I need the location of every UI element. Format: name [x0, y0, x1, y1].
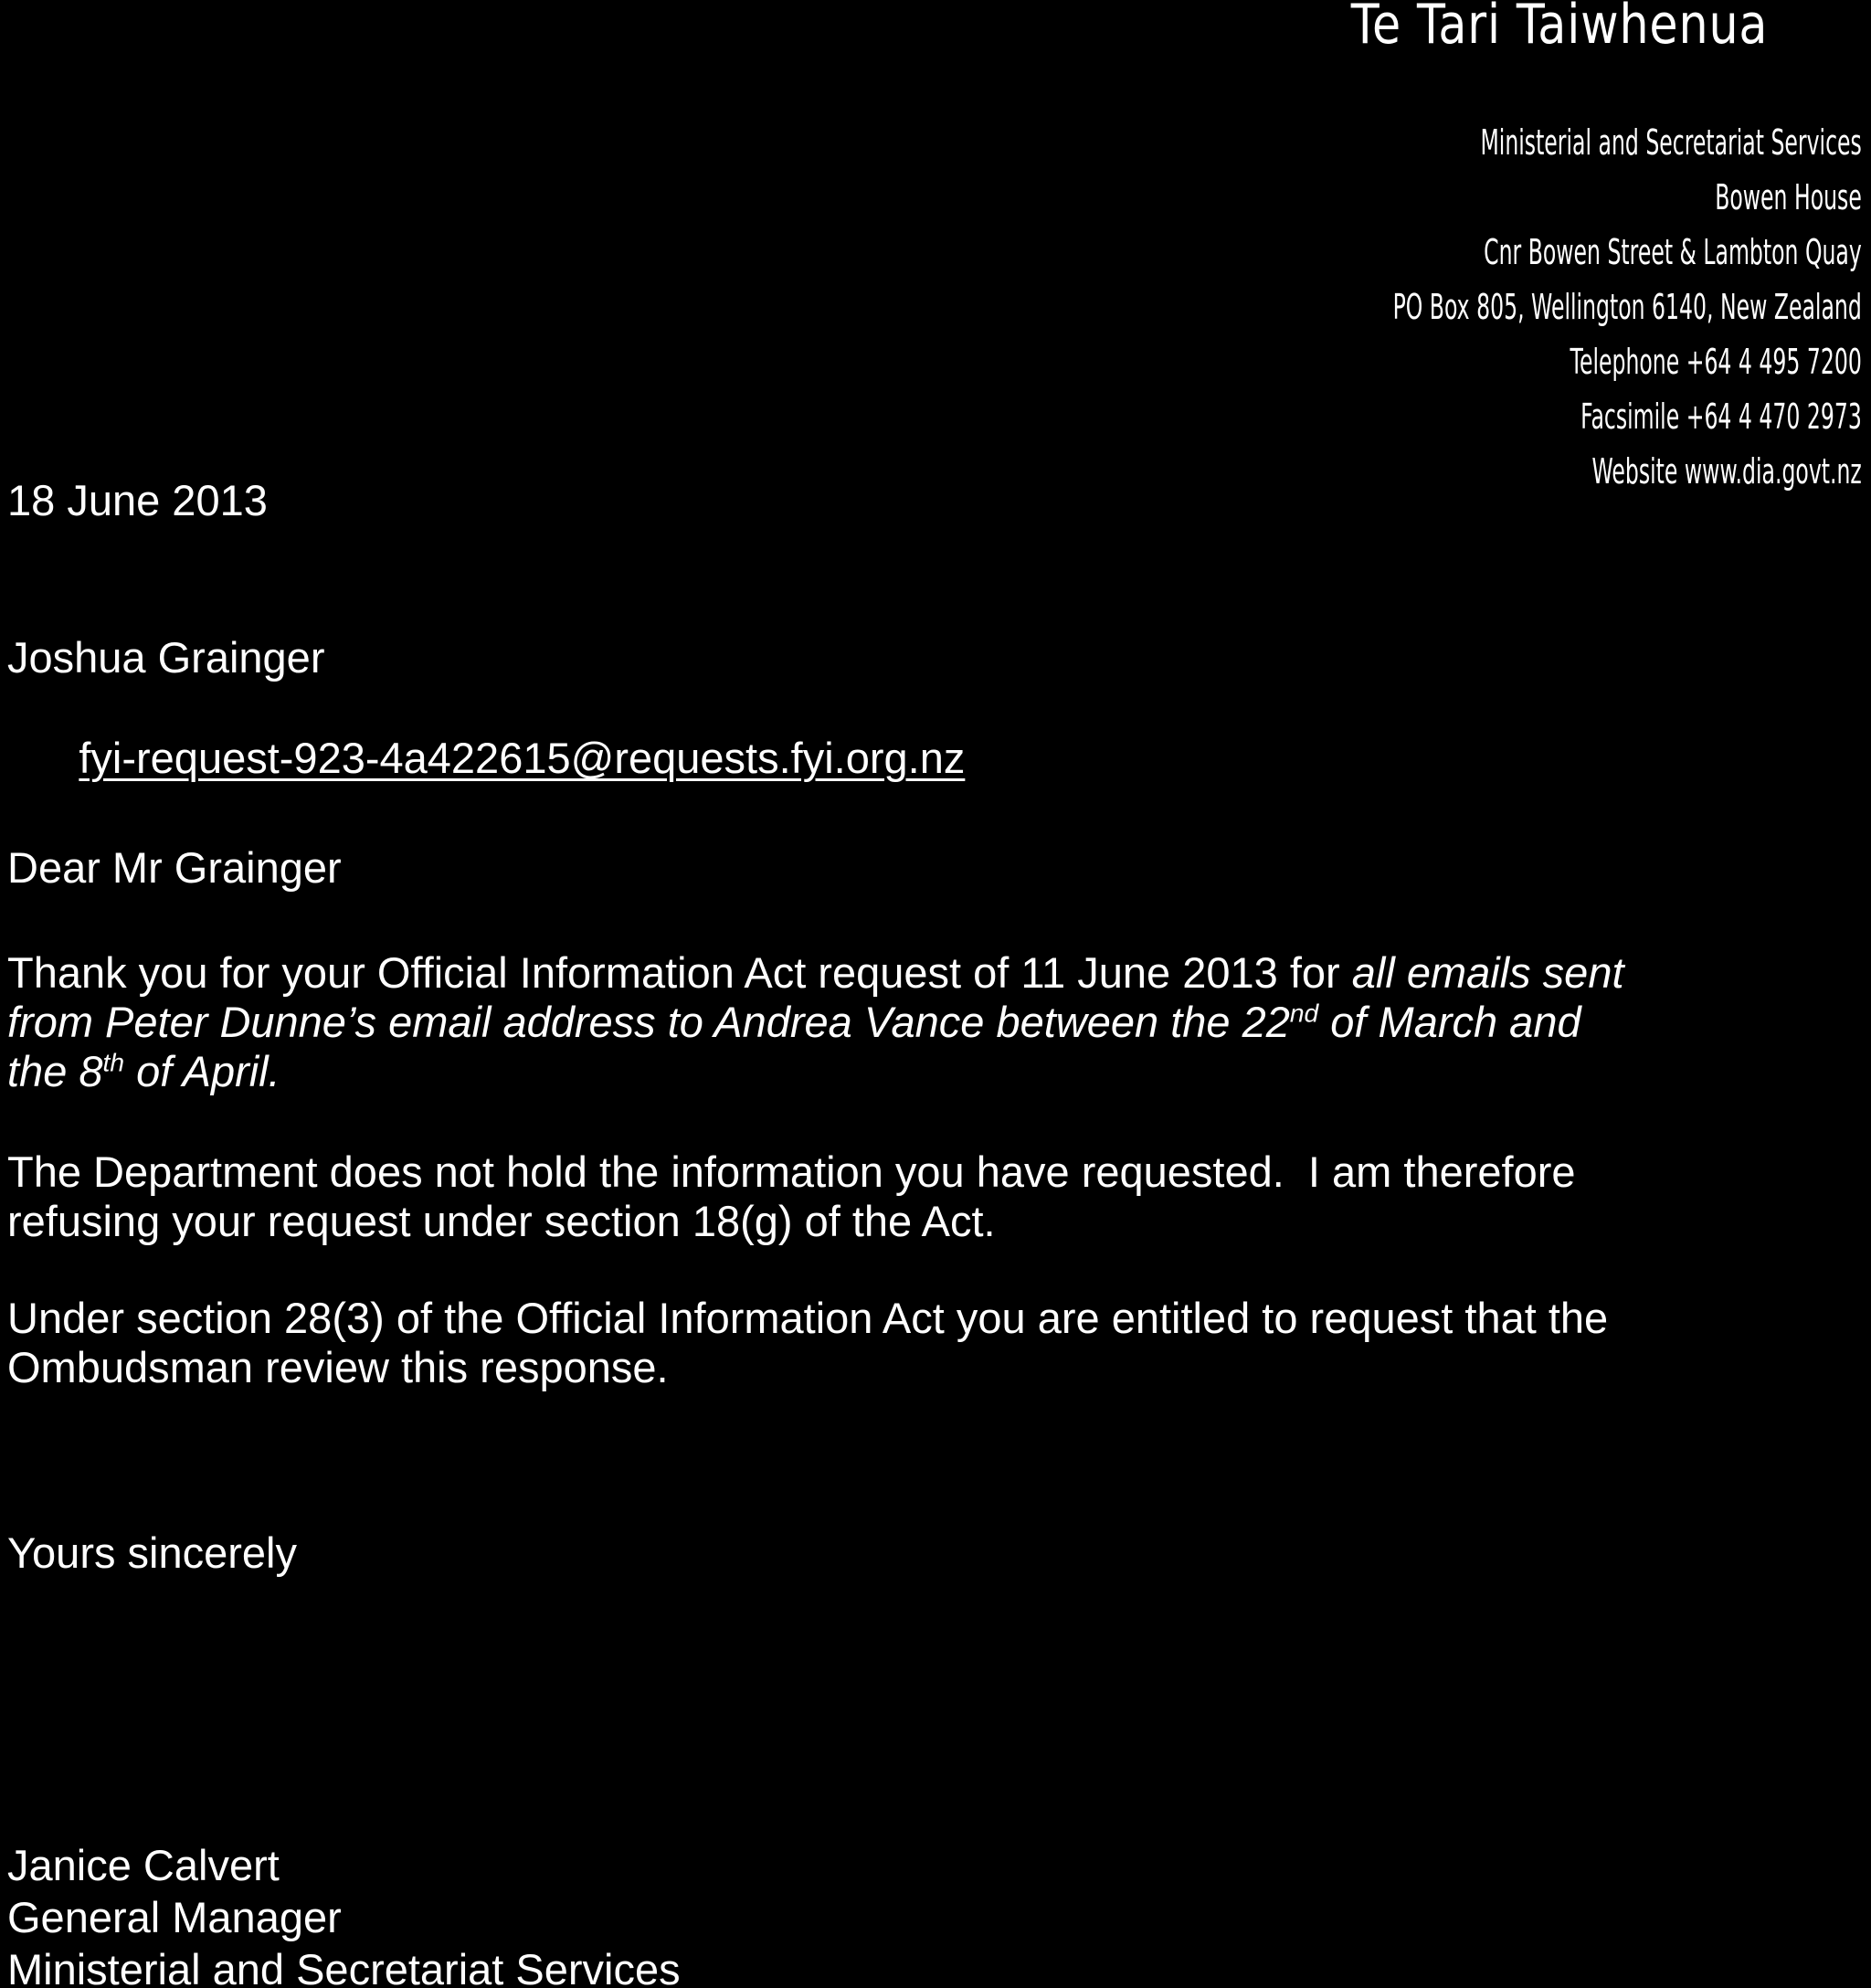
date-text: 18 June 2013 — [7, 476, 268, 524]
letterhead-dept-line: Ministerial and Secretariat Services — [1480, 122, 1862, 163]
salutation-text: Dear Mr Grainger — [7, 843, 342, 892]
paragraph-request-acknowledgement — [7, 948, 1624, 1096]
letterhead-street-line: Cnr Bowen Street & Lambton Quay — [1484, 232, 1862, 272]
signature-block — [7, 1839, 681, 1988]
letterhead-org-name: Te Tari Taiwhenua — [1350, 0, 1768, 57]
para1-line2-text-b: of March and — [1318, 998, 1581, 1046]
paragraph-ombudsman-review — [7, 1294, 1608, 1392]
recipient-block — [7, 632, 965, 833]
para1-line1-regular: Thank you for your Official Information Act request of 11 June 2013 for — [7, 948, 1352, 997]
closing-text: Yours sincerely — [7, 1528, 297, 1577]
para1-line2-text-a: from Peter Dunne’s email address to Andrea Vance between the 22 — [7, 998, 1290, 1046]
para1-line3-ordinal-superscript: th — [102, 1047, 125, 1077]
letterhead-website-line: Website www.dia.govt.nz — [1591, 451, 1862, 492]
para2-line2: refusing your request under section 18(g) of the Act. — [7, 1197, 996, 1245]
letterhead-building-line: Bowen House — [1715, 177, 1862, 217]
letterhead-facsimile-line: Facsimile +64 4 470 2973 — [1580, 397, 1862, 437]
closing — [7, 1528, 297, 1578]
paragraph-refusal — [7, 1147, 1576, 1246]
para3-line2: Ombudsman review this response. — [7, 1343, 669, 1391]
para3-line1: Under section 28(3) of the Official Information Act you are entitled to request that the — [7, 1294, 1609, 1342]
para1-line2 — [7, 998, 1624, 1047]
para1-line3 — [7, 1047, 1624, 1096]
signatory-department: Ministerial and Secretariat Services — [7, 1945, 681, 1988]
para1-line1 — [7, 948, 1624, 998]
para2-line1: The Department does not hold the information you have requested. I am therefore — [7, 1147, 1576, 1196]
para1-line2-ordinal-superscript: nd — [1289, 998, 1319, 1028]
letterhead-address-block — [1393, 115, 1862, 499]
signatory-name: Janice Calvert — [7, 1841, 280, 1889]
para1-line3-text-a: the 8 — [7, 1047, 103, 1095]
salutation — [7, 843, 342, 893]
para1-line3-text-b: of April. — [124, 1047, 280, 1095]
signatory-title: General Manager — [7, 1893, 342, 1941]
recipient-name: Joshua Grainger — [7, 633, 325, 682]
recipient-email-link[interactable]: fyi-request-923-4a422615@requests.fyi.org.nz — [79, 734, 966, 782]
letterhead-telephone-line: Telephone +64 4 495 7200 — [1570, 342, 1862, 382]
para1-line1-italic: all emails sent — [1351, 948, 1624, 997]
letter-date — [7, 476, 268, 525]
letterhead-pobox-line: PO Box 805, Wellington 6140, New Zealand — [1392, 287, 1862, 327]
